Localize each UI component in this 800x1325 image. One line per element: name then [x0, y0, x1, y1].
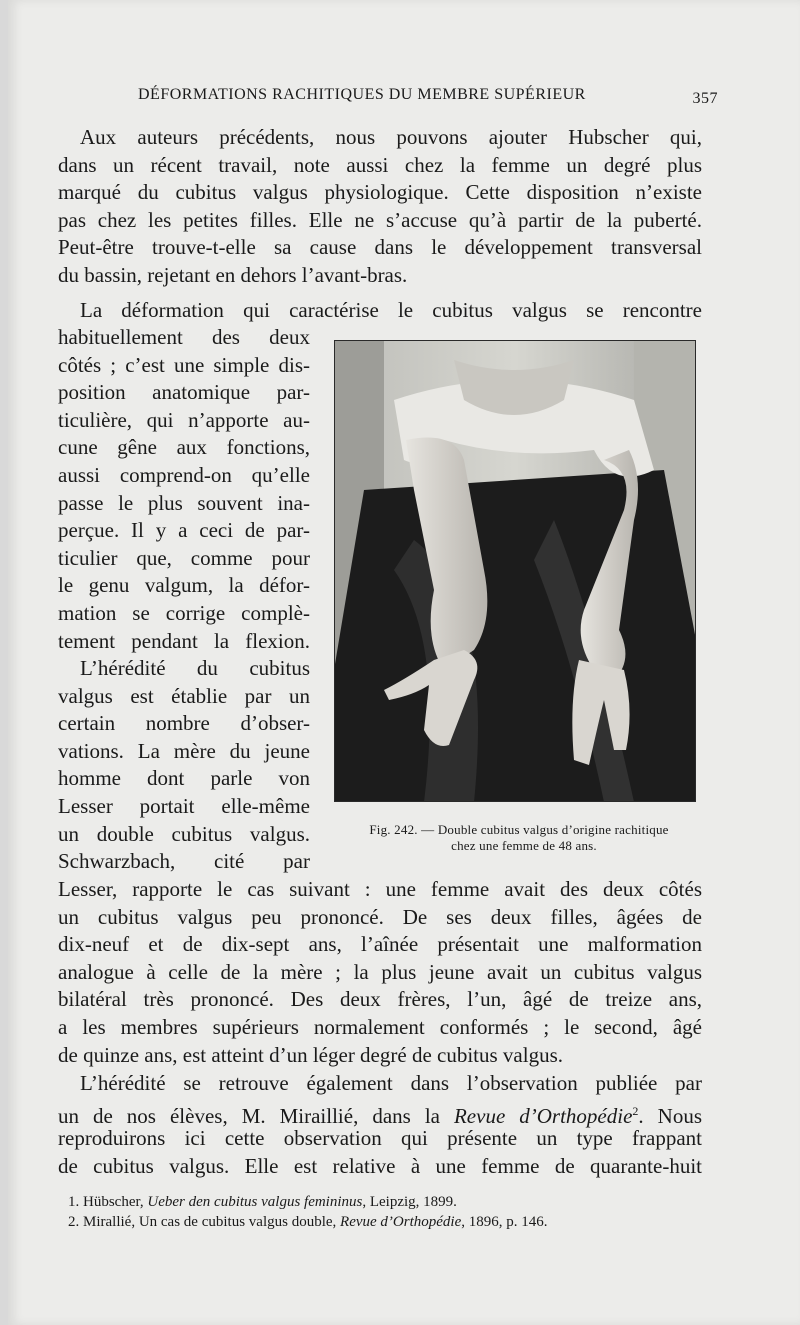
text-line: habituellement des deux: [58, 325, 310, 349]
text-line: [58, 1098, 702, 1126]
text-line: tement pendant la flexion.: [58, 628, 310, 653]
text-line: L’hérédité du cubitus: [80, 656, 310, 680]
footnotes: [68, 1192, 708, 1232]
text-line: vations. La mère du jeune: [58, 738, 310, 763]
text-line: dans un récent travail, note aussi chez la femme un degré plus: [58, 152, 702, 177]
text-line: du bassin, rejetant en dehors l’avant-bras.: [58, 262, 408, 287]
text-segment: . Nous: [638, 1103, 703, 1128]
paragraph-3-narrow: [58, 655, 310, 876]
text-line: un cubitus valgus peu prononcé. De ses deux filles, âgées de: [58, 904, 702, 929]
paragraph-3-full: [58, 876, 702, 1069]
text-line: cune gêne aux fonctions,: [58, 435, 310, 460]
text-line: valgus est établie par un: [58, 683, 310, 708]
footnote-text: 2. Mirallié, Un cas de cubitus valgus double,: [68, 1214, 341, 1230]
footnote-text: 1. Hübscher,: [68, 1194, 148, 1210]
page-number: 357: [692, 90, 718, 107]
footnote-text: , 1896, p. 146.: [461, 1214, 548, 1230]
text-line: ticulière, qui n’apporte au-: [58, 407, 310, 432]
text-line: Peut-être trouve-t-elle sa cause dans le développement transversal: [58, 235, 702, 260]
text-line: le genu valgum, la défor-: [58, 573, 310, 598]
text-line: a les membres supérieurs normalement conformés ; le second, âgé: [58, 1014, 702, 1039]
paragraph-2-start: [58, 297, 702, 325]
text-line: homme dont parle von: [58, 766, 310, 791]
footnote-text: , Leipzig, 1899.: [362, 1194, 457, 1210]
text-line: analogue à celle de la mère ; la plus jeune avait un cubitus valgus: [58, 959, 702, 984]
footnote-ref[interactable]: 2: [632, 1103, 639, 1118]
footnote-italic: Ueber den cubitus valgus femininus: [147, 1194, 363, 1210]
text-line: reproduirons ici cette observation qui présente un type frappant: [58, 1126, 702, 1151]
footnote-1: [68, 1192, 708, 1212]
text-line: La déformation qui caractérise le cubitus valgus se rencontre: [80, 298, 702, 322]
photograph-woman-arms-icon: [334, 340, 696, 802]
text-line: de cubitus valgus. Elle est relative à une femme de quarante-huit: [58, 1153, 702, 1178]
footnote-italic: Revue d’Orthopédie: [340, 1214, 462, 1230]
text-line: perçue. Il y a ceci de par-: [58, 518, 310, 543]
text-line: côtés ; c’est une simple dis-: [58, 352, 310, 377]
text-segment: un de nos élèves, M. Miraillié, dans la: [58, 1103, 454, 1128]
caption-line-1: Fig. 242. — Double cubitus valgus d’origine rachitique: [369, 822, 669, 837]
text-line: passe le plus souvent ina-: [58, 490, 310, 515]
text-line: position anatomique par-: [58, 380, 310, 405]
text-line: L’hérédité se retrouve également dans l’observation publiée par: [80, 1071, 702, 1095]
paragraph-1: [58, 124, 702, 290]
text-line: ticulier que, comme pour: [58, 545, 310, 570]
footnote-2: [68, 1212, 708, 1232]
text-line: dix-neuf et de dix-sept ans, l’aînée présentait une malformation: [58, 932, 702, 957]
journal-title: Revue d’Orthopédie: [453, 1103, 633, 1128]
text-line: Aux auteurs précédents, nous pouvons ajouter Hubscher qui,: [80, 125, 702, 149]
book-page: [8, 0, 800, 1325]
paragraph-4: [58, 1070, 702, 1180]
text-line: Lesser, rapporte le cas suivant : une femme avait des deux côtés: [58, 877, 702, 901]
figure-caption: [334, 822, 704, 854]
photograph-figure: [334, 340, 696, 802]
text-line: de quinze ans, est atteint d’un léger degré de cubitus valgus.: [58, 1042, 564, 1067]
text-line: pas chez les petites filles. Elle ne s’accuse qu’à partir de la puberté.: [58, 207, 702, 232]
header-title: DÉFORMATIONS RACHITIQUES DU MEMBRE SUPÉRIEUR: [138, 86, 586, 103]
text-line: Schwarzbach, cité par: [58, 849, 310, 874]
text-line: Lesser portait elle-même: [58, 793, 310, 818]
text-line: bilatéral très prononcé. Des deux frères, l’un, âgé de treize ans,: [58, 987, 702, 1012]
paragraph-2-narrow: [58, 324, 310, 655]
caption-line-2: chez une femme de 48 ans.: [451, 838, 597, 853]
text-line: mation se corrige complè-: [58, 600, 310, 625]
text-line: marqué du cubitus valgus physiologique. Cette disposition n’existe: [58, 180, 702, 205]
text-line: aussi comprend-on qu’elle: [58, 462, 310, 487]
text-line: certain nombre d’obser-: [58, 711, 310, 736]
text-line: un double cubitus valgus.: [58, 821, 310, 846]
